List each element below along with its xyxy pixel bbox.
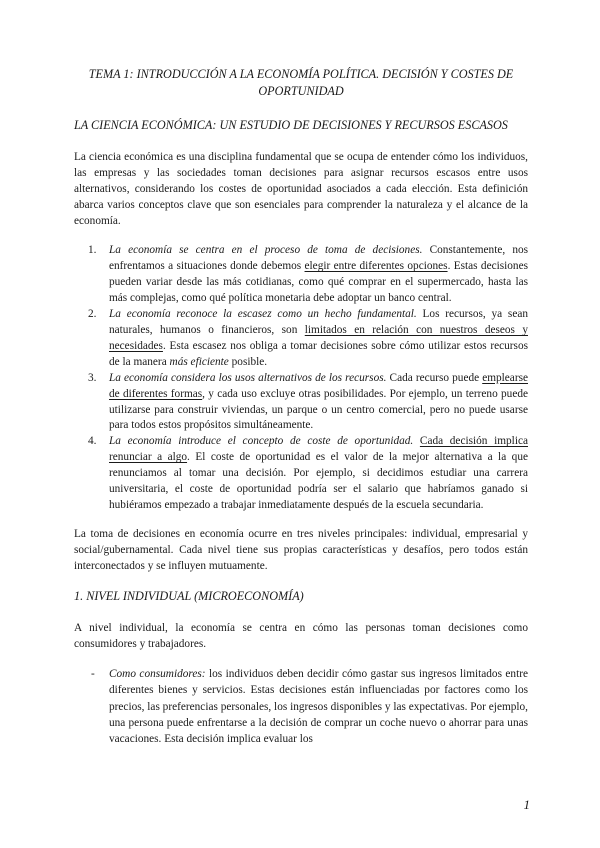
list-item: [74, 243, 528, 307]
list-item: [74, 434, 528, 514]
underlined-phrase: emplearse de diferentes formas: [109, 371, 528, 400]
italic-phrase: más eficiente: [169, 355, 229, 368]
document-title: TEMA 1: INTRODUCCIÓN A LA ECONOMÍA POLÍTICA. DECISIÓN Y COSTES DE OPORTUNIDAD: [88, 67, 514, 98]
list-item-lead: La economía considera los usos alternativos de los recursos.: [109, 371, 387, 384]
list-item-text: . Estas decisiones pueden variar desde las más cotidianas, como qué comprar en el supermercado, hasta las más complejas, como qué política monetaria debe adoptar un banco central.: [109, 260, 528, 305]
dash-bullet: -: [91, 668, 95, 681]
list-item-text: . Esta escasez nos obliga a tomar decisiones sobre cómo utilizar estos recursos de la manera: [109, 339, 528, 368]
list-item-text: . El coste de oportunidad es el valor de la mejor alternativa a la que renunciamos al tomar una decisión. Por ejemplo, si decidimos estudiar una carrera universitaria, el coste de oportunidad podría ser el salario que habríamos ganado si hubiéramos empezado a trabajar inmediatamente después de la escuela secundaria.: [109, 451, 528, 511]
list-item-lead: Como consumidores:: [109, 668, 206, 681]
page-content: [74, 66, 528, 747]
list-item-text: Constantemente, nos enfrentamos a situaciones donde debemos: [109, 244, 529, 273]
individual-level-paragraph: A nivel individual, la economía se centra en cómo las personas toman decisiones como consumidores y trabajadores.: [74, 622, 528, 651]
list-item: [74, 307, 528, 371]
list-item: [74, 666, 528, 746]
list-item-lead: La economía introduce el concepto de coste de oportunidad.: [109, 435, 414, 448]
list-item-number: 1.: [88, 244, 97, 257]
list-item: [74, 371, 528, 435]
underlined-phrase: limitados en relación con nuestros deseos y necesidades: [109, 324, 528, 352]
list-item-text: [413, 435, 420, 447]
underlined-phrase: Cada decisión implica renunciar a algo: [109, 435, 528, 464]
list-item-text: , y cada uso excluye otras posibilidades. Por ejemplo, un terreno puede utilizarse para construir viviendas, un parque o un centro comercial, pero no puede usarse para todos estos propósitos simultáneamente.: [109, 387, 528, 432]
list-item-text: los individuos deben decidir cómo gastar sus ingresos limitados entre diferentes bienes y servicios. Estas decisiones están influenciadas por factores como los precios, las preferencias personales, los ingresos disponibles y las expectativas. Por ejemplo, una persona puede enfrentarse a la decisión de comprar un coche nuevo o ahorrar para unas vacaciones. Esta decisión implica evaluar los: [109, 668, 528, 745]
list-item-number: 3.: [88, 371, 97, 384]
section-heading-ciencia-economica: LA CIENCIA ECONÓMICA: UN ESTUDIO DE DECISIONES Y RECURSOS ESCASOS: [74, 118, 508, 132]
key-concepts-list: [74, 243, 528, 513]
list-item-text: posible.: [228, 355, 268, 368]
intro-paragraph: La ciencia económica es una disciplina fundamental que se ocupa de entender cómo los individuos, las empresas y las sociedades toman decisiones para asignar recursos escasos entre usos alternativos, considerando los costes de oportunidad asociados a cada elección. Esta definición abarca varios conceptos clave que son esenciales para comprender la naturaleza y el alcance de la economía.: [74, 151, 528, 228]
list-item-lead: La economía reconoce la escasez como un hecho fundamental.: [109, 308, 417, 321]
underlined-phrase: elegir entre diferentes opciones: [304, 260, 448, 273]
list-item-lead: La economía se centra en el proceso de toma de decisiones.: [109, 244, 423, 257]
decision-levels-paragraph: La toma de decisiones en economía ocurre en tres niveles principales: individual, empresarial y social/gubernamental. Cada nivel tiene sus propias características y desafíos, pero todos están interconectados y se influyen mutuamente.: [74, 527, 528, 573]
section-heading-nivel-individual: 1. NIVEL INDIVIDUAL (MICROECONOMÍA): [74, 589, 304, 604]
list-item-text: Cada recurso puede: [386, 371, 483, 384]
dash-list: [74, 666, 528, 746]
list-item-text: Los recursos, ya sean naturales, humanos o financieros, son: [109, 308, 528, 336]
page-number: 1: [523, 797, 530, 812]
list-item-number: 2.: [88, 308, 97, 321]
list-item-number: 4.: [88, 435, 97, 448]
